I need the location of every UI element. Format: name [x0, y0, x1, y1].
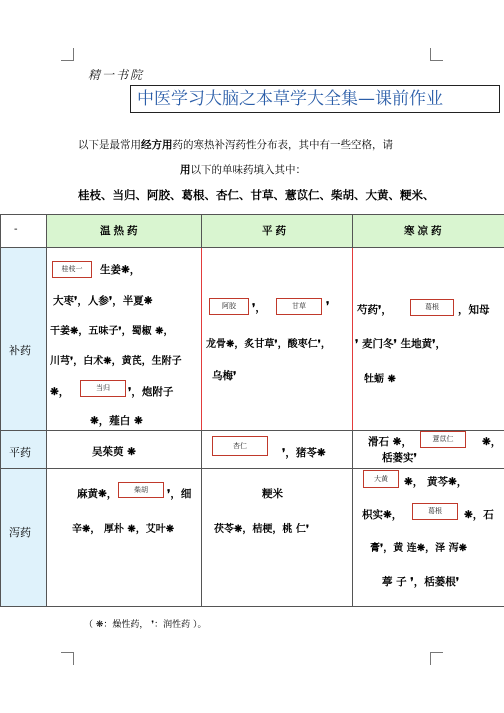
col-header-cold: 寒凉药 — [404, 225, 445, 237]
table-border — [0, 606, 504, 607]
row-label-xie: 泻药 — [9, 526, 31, 539]
crop-mark-top-left — [61, 48, 74, 61]
answer-box[interactable]: 葛根 — [410, 299, 454, 316]
cell-text: 芍药❜， — [357, 304, 392, 316]
col-header-neutral: 平药 — [262, 225, 289, 237]
cell-text: ❜，细 — [167, 488, 192, 500]
cell-text: ❋，石 — [464, 509, 494, 521]
intro-text: 以下是最常用 — [78, 139, 141, 151]
page-title: 中医学习大脑之本草学大全集—课前作业 — [130, 85, 500, 113]
intro-text: 药的寒热补泻药性分布表，其中有一些空格，请 — [172, 139, 393, 151]
cell-text: ，知母 — [458, 304, 490, 316]
table-divider — [0, 468, 504, 469]
cell-text: ❜ — [326, 300, 330, 312]
table-divider — [0, 247, 504, 248]
cell-text: 龙骨❋，炙甘草❜，酸枣仁❜， — [206, 339, 331, 350]
answer-box[interactable]: 甘草 — [276, 298, 322, 315]
cell-text: 麻黄❋， — [77, 488, 118, 500]
footnote-legend: （ ❋：燥性药， ❜：润性药 ）。 — [84, 620, 207, 630]
red-divider — [201, 248, 202, 430]
cell-text: 大枣❜，人参❜，半夏❋ — [53, 295, 153, 307]
table-divider — [46, 214, 47, 607]
answer-box[interactable]: 桂枝一 — [52, 261, 92, 278]
corner-cell: - — [14, 223, 18, 235]
cell-text: 滑石 ❋， — [368, 436, 412, 448]
answer-box[interactable]: 阿胶 — [209, 298, 249, 315]
intro-line-1 — [78, 137, 393, 152]
cell-text: ❋， — [50, 386, 70, 398]
answer-box[interactable]: 葛根 — [412, 503, 458, 520]
cell-text: ❋， 黄芩❋， — [404, 476, 468, 488]
row-label-ping: 平药 — [9, 446, 31, 459]
cell-text: ❜ 麦门冬❜ 生地黄❜， — [355, 338, 446, 350]
herb-list: 桂枝、当归、阿胶、葛根、杏仁、甘草、薏苡仁、柴胡、大黄、粳米、 — [78, 188, 435, 202]
cell-text: 葶 子 ❜，栝蒌根❜ — [382, 576, 460, 588]
answer-box[interactable]: 大黄 — [363, 470, 399, 488]
brand-logo-text: 精一书院 — [88, 68, 145, 82]
row-label-bg — [0, 248, 46, 607]
table-border — [0, 214, 504, 215]
cell-text: 粳米 — [262, 488, 283, 500]
cell-text: 生姜❋， — [100, 264, 141, 276]
col-header-warm: 温热药 — [100, 225, 141, 237]
intro-text: 以下的单味药填入其中： — [190, 164, 306, 176]
cell-text: 吴茱萸 ❋ — [92, 446, 136, 458]
cell-text: ❋， — [482, 436, 502, 448]
red-divider — [352, 248, 353, 430]
cell-text: ❜，猪苓❋ — [282, 447, 326, 459]
row-label-bu: 补药 — [9, 344, 31, 357]
cell-text: 干姜❋，五味子❜，蜀椒 ❋， — [50, 326, 174, 337]
intro-line-2 — [180, 162, 306, 177]
intro-bold: 用 — [180, 164, 191, 176]
cell-text: 枳实❋， — [362, 509, 403, 521]
answer-box[interactable]: 当归 — [80, 380, 126, 397]
cell-text: ❋，薤白 ❋ — [90, 415, 143, 427]
cell-text: ❜，炮附子 — [128, 386, 174, 398]
crop-mark-bottom-left — [61, 652, 74, 665]
cell-text: 茯苓❋，桔梗，桃 仁❜ — [214, 524, 310, 535]
crop-mark-bottom-right — [430, 652, 443, 665]
answer-box[interactable]: 薏苡仁 — [420, 431, 466, 448]
answer-box[interactable]: 杏仁 — [212, 436, 268, 456]
intro-bold: 经方用 — [141, 139, 173, 151]
cell-text: ❜， — [252, 302, 266, 314]
herb-table — [0, 214, 504, 607]
cell-text: 栝蒌实❜ — [382, 452, 417, 464]
answer-box[interactable]: 柴胡 — [118, 482, 164, 498]
cell-text: 乌梅❜ — [212, 370, 237, 382]
cell-text: 川芎❜，白术❋，黄芪，生附子 — [50, 356, 182, 367]
crop-mark-top-right — [430, 48, 443, 61]
cell-text: 膏❜，黄 连❋，泽 泻❋ — [370, 543, 467, 554]
cell-text: 牡蛎 ❋ — [364, 374, 396, 385]
table-border — [0, 214, 1, 607]
cell-text: 辛❋， 厚朴 ❋，艾叶❋ — [72, 524, 175, 535]
